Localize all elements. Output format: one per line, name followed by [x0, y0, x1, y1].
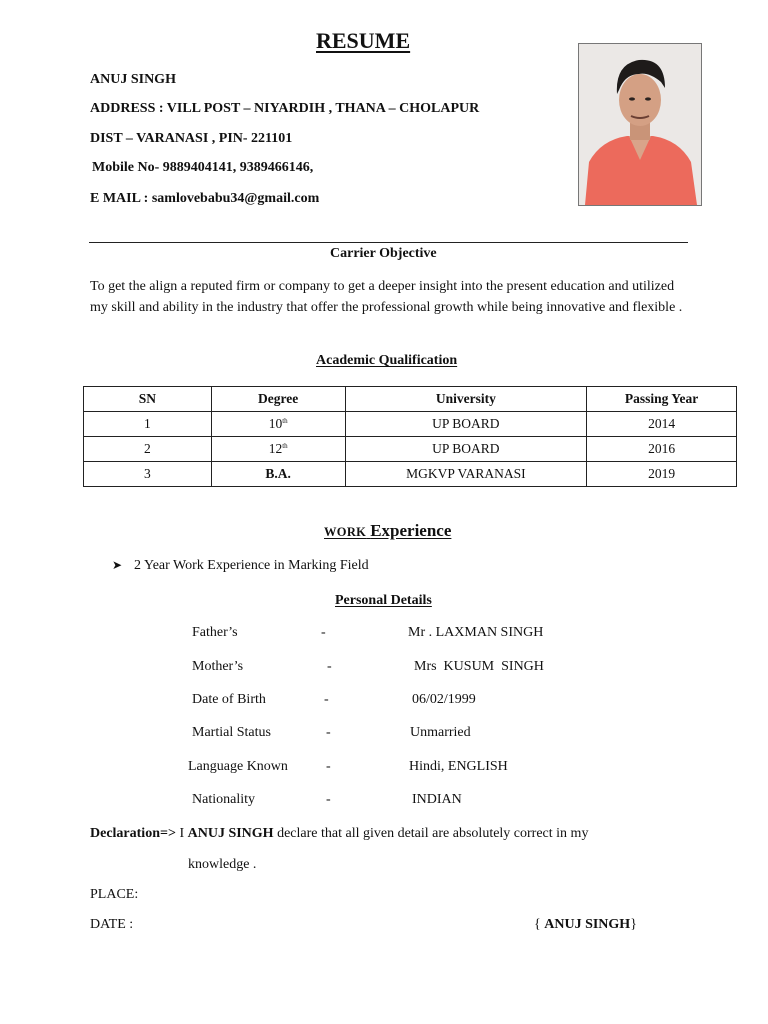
cell-university: UP BOARD: [345, 437, 587, 462]
personal-separator: -: [327, 659, 332, 674]
degree-suffix: th: [282, 417, 288, 425]
work-heading-small: WORK: [324, 525, 367, 539]
col-header-year: Passing Year: [587, 387, 737, 412]
work-heading-big: Experience: [370, 521, 452, 540]
personal-label-dob: Date of Birth: [192, 692, 266, 707]
personal-label-nationality: Nationality: [192, 792, 255, 807]
date-label: DATE :: [90, 917, 134, 932]
email-line[interactable]: E MAIL : samlovebabu34@gmail.com: [90, 191, 320, 206]
work-item-text: 2 Year Work Experience in Marking Field: [134, 558, 369, 573]
degree-text: B.A.: [265, 466, 291, 481]
signature-open: {: [534, 917, 545, 932]
academic-heading: Academic Qualification: [316, 353, 458, 368]
personal-value-mother: Mrs KUSUM SINGH: [414, 659, 544, 674]
cell-sn: 2: [84, 437, 212, 462]
declaration-name: ANUJ SINGH: [187, 826, 274, 841]
personal-label-father: Father’s: [192, 625, 238, 640]
signature-close: }: [630, 917, 637, 932]
cell-year: 2014: [587, 412, 737, 437]
address-line: ADDRESS : VILL POST – NIYARDIH , THANA – CHOLAPUR: [90, 101, 480, 116]
personal-label-language: Language Known: [188, 759, 288, 774]
personal-separator: -: [326, 792, 331, 807]
personal-value-marital: Unmarried: [410, 725, 471, 740]
portrait-image: [579, 44, 701, 205]
cell-sn: 1: [84, 412, 212, 437]
mobile-line: Mobile No- 9889404141, 9389466146,: [92, 160, 314, 175]
table-header-row: [84, 387, 737, 412]
table-row: [84, 437, 737, 462]
personal-value-language: Hindi, ENGLISH: [409, 759, 508, 774]
declaration-prefix: I: [175, 826, 188, 841]
personal-separator: -: [326, 759, 331, 774]
declaration-text: declare that all given detail are absolutely correct in my: [273, 826, 589, 841]
declaration-label: Declaration=>: [90, 826, 176, 841]
personal-value-dob: 06/02/1999: [412, 692, 476, 707]
place-label: PLACE:: [90, 887, 139, 902]
resume-title: RESUME: [316, 28, 411, 53]
cell-university: UP BOARD: [345, 412, 587, 437]
objective-text: To get the align a reputed firm or company to get a deeper insight into the present education and utilized my skill and ability in the industry that offer the professional growth while being innovative and flexible .: [90, 279, 683, 315]
personal-label-marital: Martial Status: [192, 725, 271, 740]
cell-university: MGKVP VARANASI: [345, 462, 587, 487]
personal-separator: -: [324, 692, 329, 707]
declaration-line2: knowledge .: [188, 857, 257, 872]
degree-text: 12: [268, 441, 283, 456]
personal-label-mother: Mother’s: [192, 659, 244, 674]
list-item: [112, 558, 369, 574]
personal-value-nationality: INDIAN: [412, 792, 462, 807]
signature: [534, 917, 637, 933]
signature-name: ANUJ SINGH: [544, 917, 631, 932]
objective-heading: Carrier Objective: [330, 246, 437, 261]
col-header-university: University: [345, 387, 587, 412]
arrow-bullet-icon: ➤: [112, 558, 123, 572]
col-header-degree: Degree: [211, 387, 345, 412]
cell-sn: 3: [84, 462, 212, 487]
personal-value-father: Mr . LAXMAN SINGH: [408, 625, 544, 640]
table-row: [84, 462, 737, 487]
cell-year: 2019: [587, 462, 737, 487]
table-row: [84, 412, 737, 437]
work-heading: [324, 521, 451, 541]
district-line: DIST – VARANASI , PIN- 221101: [90, 131, 293, 146]
cell-year: 2016: [587, 437, 737, 462]
col-header-sn: SN: [84, 387, 212, 412]
personal-separator: -: [326, 725, 331, 740]
personal-separator: -: [321, 625, 326, 640]
degree-suffix: th: [282, 442, 288, 450]
cell-degree: [211, 437, 345, 462]
cell-degree: [211, 412, 345, 437]
personal-heading: Personal Details: [335, 593, 432, 608]
declaration: [90, 826, 588, 842]
academic-table: [83, 386, 737, 487]
applicant-photo: [578, 43, 702, 206]
cell-degree: [211, 462, 345, 487]
header-divider: [89, 242, 688, 243]
applicant-name: ANUJ SINGH: [90, 72, 176, 87]
degree-text: 10: [268, 416, 283, 431]
